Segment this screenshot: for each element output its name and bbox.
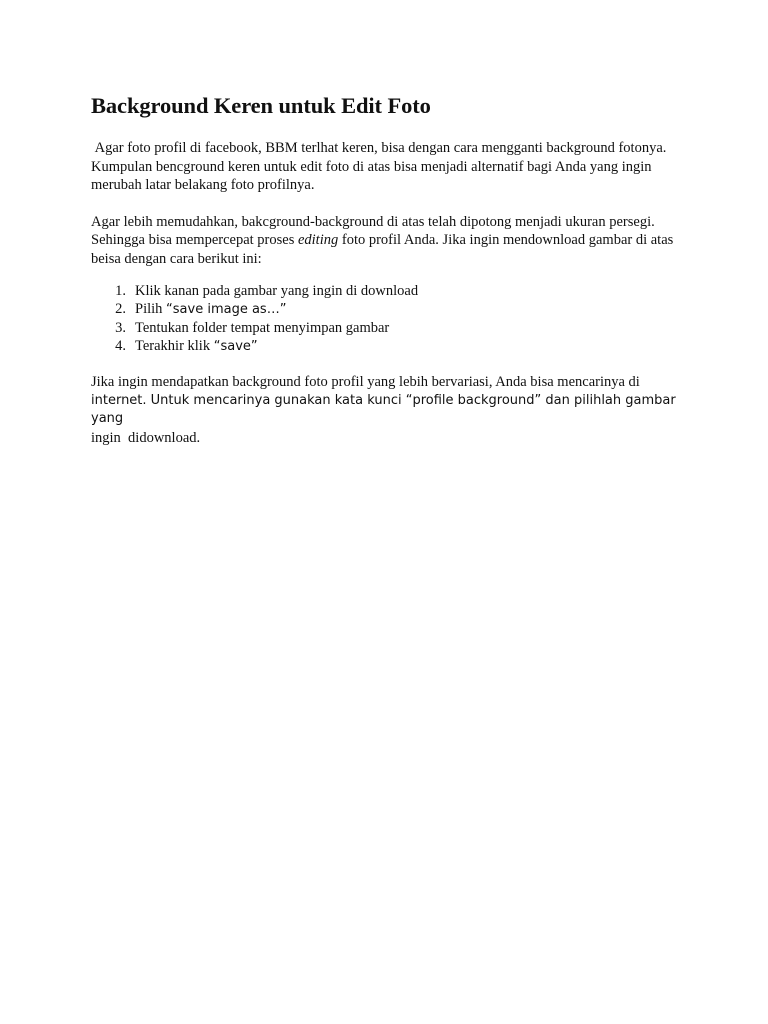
list-item-text: Klik kanan pada gambar yang ingin di download <box>135 283 419 299</box>
list-item <box>91 282 691 300</box>
closing-line-3: ingin didownload. <box>91 429 201 446</box>
closing-paragraph <box>91 373 691 447</box>
list-item-text: Tentukan folder tempat menyimpan gambar <box>135 320 390 336</box>
emphasis-editing: editing <box>297 232 339 248</box>
list-number: 3. <box>115 320 126 336</box>
list-number: 1. <box>115 283 126 299</box>
quoted-command: “save” <box>213 339 258 354</box>
document-title: Background Keren untuk Edit Foto <box>91 93 431 118</box>
list-item-text <box>135 300 286 319</box>
list-item <box>91 337 691 356</box>
document-content <box>91 92 691 447</box>
list-item-prefix: Pilih <box>135 301 167 317</box>
instructions-paragraph <box>91 213 691 269</box>
closing-line-1: Jika ingin mendapatkan background foto profil yang lebih bervariasi, Anda bisa mencarinya di <box>91 374 640 390</box>
list-number: 4. <box>115 338 126 354</box>
steps-list <box>91 282 691 356</box>
instructions-text-after: foto profil Anda. Jika ingin mendownload gambar di atas beisa dengan cara berikut ini: <box>91 232 674 267</box>
instructions-text-before: Agar lebih memudahkan, bakcground-background di atas telah dipotong menjadi ukuran persegi. Sehingga bisa mempercepat proses <box>91 213 655 248</box>
intro-paragraph: Agar foto profil di facebook, BBM terlhat keren, bisa dengan cara mengganti background fotonya. Kumpulan bencground keren untuk edit foto di atas bisa menjadi alternatif bagi Anda yang ingin merubah latar belakang foto profilnya. <box>91 140 671 193</box>
list-item-text <box>135 337 258 356</box>
list-number: 2. <box>115 301 126 317</box>
list-item <box>91 300 691 319</box>
list-item-prefix: Terakhir klik <box>135 338 214 354</box>
closing-line-2: internet. Untuk mencarinya gunakan kata kunci “profile background” dan pilihlah gambar yang <box>91 392 676 426</box>
quoted-command: “save image as…” <box>166 302 287 317</box>
list-item <box>91 319 691 337</box>
